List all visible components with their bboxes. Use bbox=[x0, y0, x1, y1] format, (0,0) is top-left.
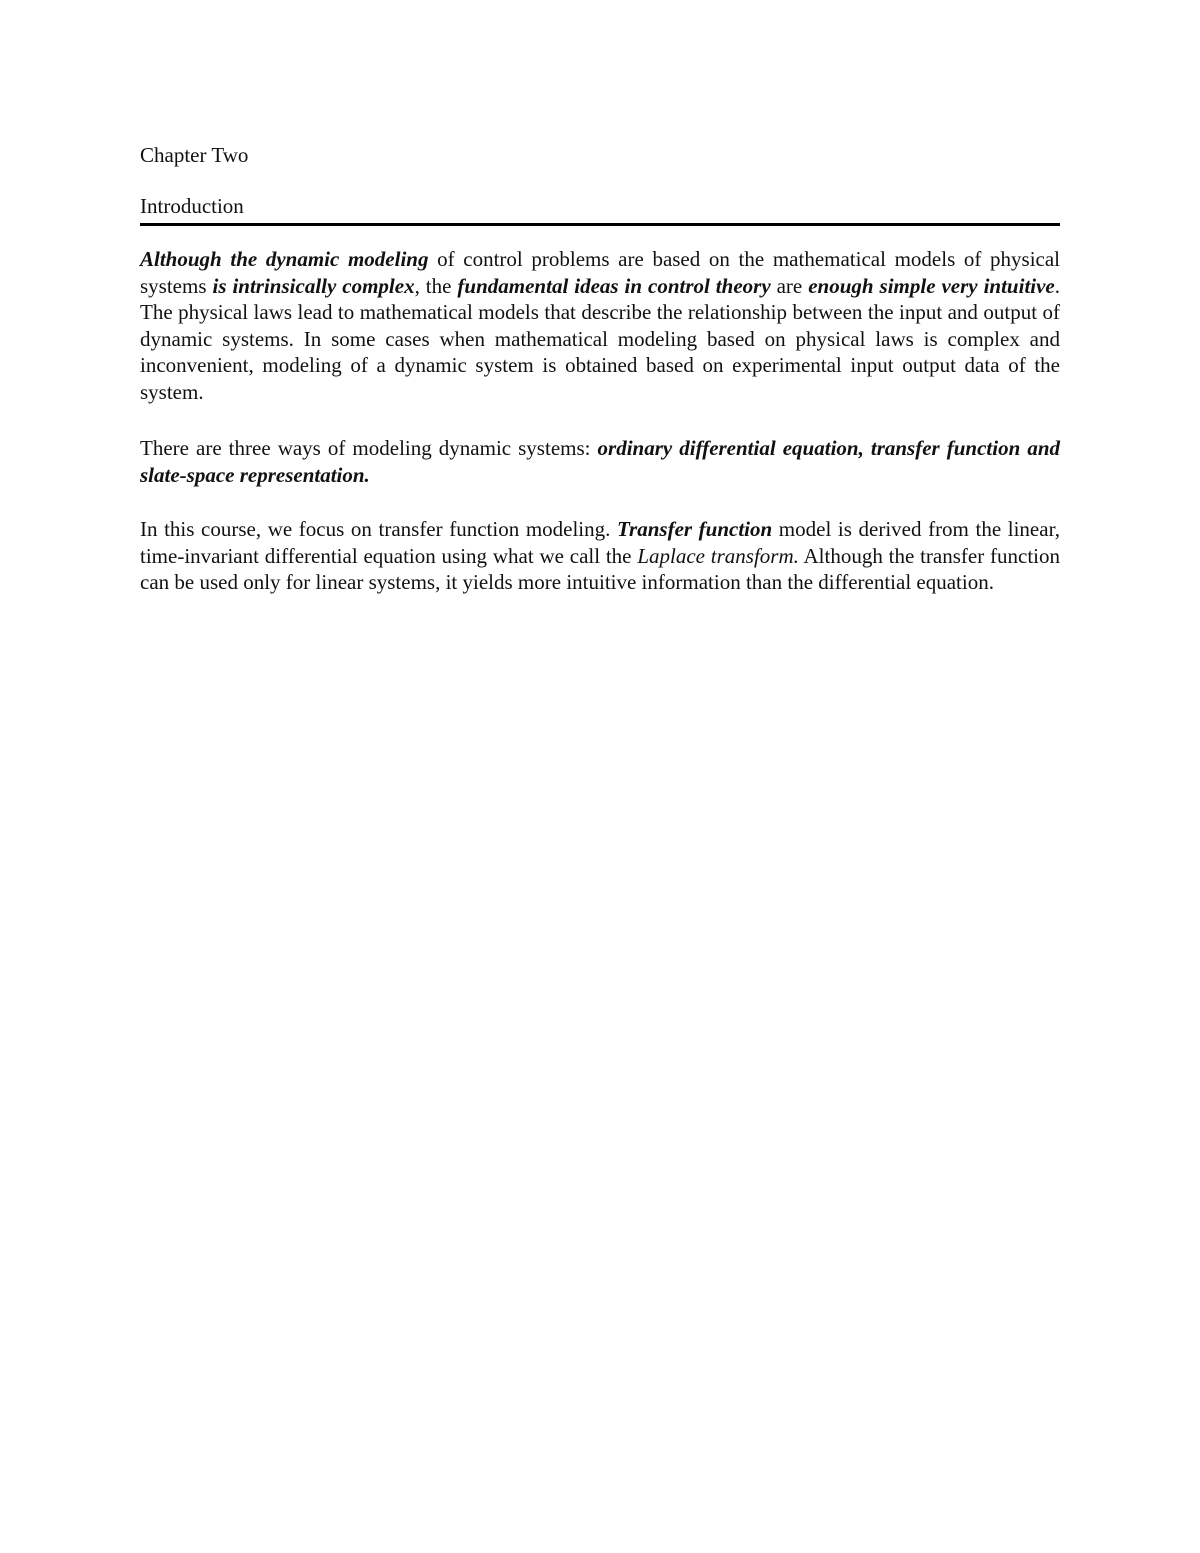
emphasis-text: fundamental ideas in control theory bbox=[457, 273, 771, 298]
emphasis-text: Transfer function bbox=[617, 517, 773, 541]
body-text-run: In this course, we focus on transfer function modeling. bbox=[140, 517, 617, 541]
heading-divider bbox=[140, 223, 1060, 226]
chapter-heading: Chapter Two bbox=[140, 143, 249, 167]
body-text-run: , the bbox=[414, 273, 458, 298]
body-text-run: . The physical laws lead to mathematical models that describe the relationship between the input and output of dynamic systems. In some cases when mathematical modeling based on physical laws is complex and inconvenient, modeling of a dynamic system is obtained based on experimental input output data of the system. bbox=[140, 273, 1061, 404]
paragraph-modeling-ways bbox=[140, 435, 1060, 488]
paragraph-dynamic-modeling bbox=[140, 246, 1060, 405]
emphasis-text: ordinary differential equation, transfer function and slate-space representation. bbox=[140, 436, 1060, 487]
emphasis-text: Although the dynamic modeling bbox=[140, 247, 429, 271]
body-text-run: Although the transfer function can be used only for linear systems, it yields more intuitive information than the differential equation. bbox=[140, 543, 1060, 594]
section-heading: Introduction bbox=[140, 194, 244, 218]
emphasis-text: enough simple very intuitive bbox=[808, 273, 1055, 298]
body-text-run: of control problems are based on the mathematical models of physical systems bbox=[140, 247, 1060, 298]
italic-term: Laplace transform. bbox=[637, 543, 799, 568]
body-text-run: are bbox=[770, 273, 809, 298]
paragraph-transfer-function bbox=[140, 516, 1060, 596]
emphasis-text: is intrinsically complex bbox=[212, 273, 415, 298]
body-text-run: There are three ways of modeling dynamic systems: bbox=[140, 436, 598, 460]
body-text-run: model is derived from the linear, time-invariant differential equation using what we call the bbox=[140, 517, 1060, 568]
